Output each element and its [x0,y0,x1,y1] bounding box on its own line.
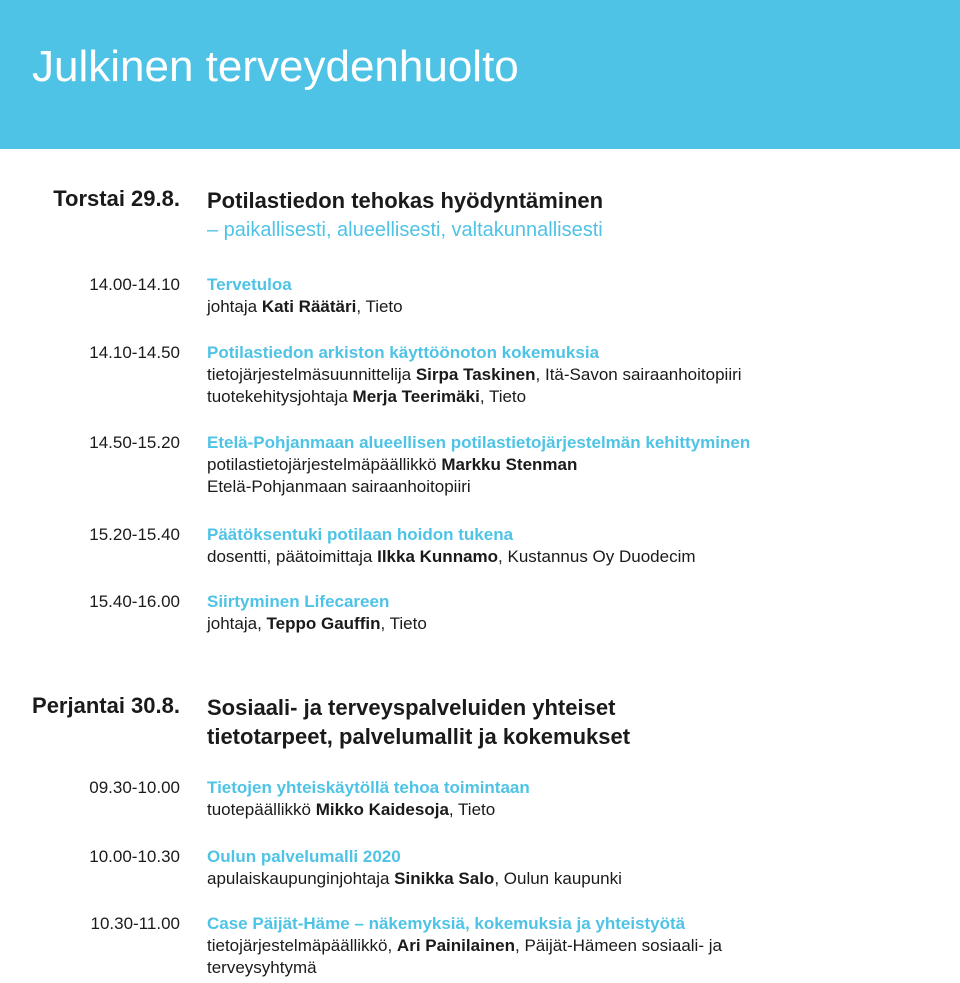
organization-line: terveysyhtymä [207,958,317,977]
item-body [207,777,947,821]
item-time: 15.20-15.40 [89,525,180,544]
section-title: Potilastiedon tehokas hyödyntäminen [207,188,604,213]
item-title: Tietojen yhteiskäytöllä tehoa toimintaan [207,778,530,797]
speaker-name: Ari Painilainen [396,936,516,955]
speaker-line: apulaiskaupunginjohtaja Sinikka Salo, Oulun kaupunki [207,869,622,888]
speaker-line: tuotekehitysjohtaja Merja Teerimäki, Tieto [207,387,527,406]
item-title: Case Päijät-Häme – näkemyksiä, kokemuksia ja yhteistyötä [207,914,686,933]
section-title-line-2: tietotarpeet, palvelumallit ja kokemukset [207,724,631,749]
item-body [207,274,947,318]
day-label: Perjantai 30.8. [32,693,180,718]
item-body [207,524,947,568]
speaker-name: Ilkka Kunnamo [377,547,499,566]
item-time: 15.40-16.00 [89,592,180,611]
page-title: Julkinen terveydenhuolto [32,42,519,91]
section-subtitle: – paikallisesti, alueellisesti, valtakunnallisesti [207,219,603,241]
page-header [0,0,960,149]
speaker-name: Markku Stenman [441,455,578,474]
speaker-line: johtaja Kati Räätäri, Tieto [207,297,403,316]
item-title: Etelä-Pohjanmaan alueellisen potilastietojärjestelmän kehittyminen [207,433,751,452]
item-time: 10.30-11.00 [90,914,180,933]
item-body [207,342,947,408]
speaker-name: Teppo Gauffin [266,614,381,633]
item-body [207,591,947,635]
item-title: Oulun palvelumalli 2020 [207,847,401,866]
day-label: Torstai 29.8. [53,186,180,211]
organization-line: Etelä-Pohjanmaan sairaanhoitopiiri [207,477,471,496]
speaker-line: tietojärjestelmäpäällikkö, Ari Painilainen, Päijät-Hämeen sosiaali- ja [207,936,722,955]
item-time: 14.50-15.20 [89,433,180,452]
speaker-line: potilastietojärjestelmäpäällikkö Markku Stenman [207,455,578,474]
section-title-line-1: Sosiaali- ja terveyspalveluiden yhteiset [207,695,616,720]
item-body [207,913,947,979]
speaker-line: tietojärjestelmäsuunnittelija Sirpa Taskinen, Itä-Savon sairaanhoitopiiri [207,365,742,384]
speaker-line: dosentti, päätoimittaja Ilkka Kunnamo, Kustannus Oy Duodecim [207,547,696,566]
speaker-name: Sinikka Salo [394,869,495,888]
item-title: Siirtyminen Lifecareen [207,592,390,611]
item-title: Tervetuloa [207,275,292,294]
speaker-name: Mikko Kaidesoja [315,800,449,819]
item-time: 14.00-14.10 [89,275,180,294]
speaker-line: tuotepäällikkö Mikko Kaidesoja, Tieto [207,800,496,819]
item-body [207,432,947,498]
item-body [207,846,947,890]
speaker-name: Merja Teerimäki [352,387,480,406]
item-title: Potilastiedon arkiston käyttöönoton kokemuksia [207,343,600,362]
item-time: 10.00-10.30 [89,847,180,866]
speaker-name: Kati Räätäri [261,297,357,316]
speaker-name: Sirpa Taskinen [415,365,536,384]
speaker-line: johtaja, Teppo Gauffin, Tieto [207,614,427,633]
item-time: 14.10-14.50 [89,343,180,362]
item-time: 09.30-10.00 [89,778,180,797]
item-title: Päätöksentuki potilaan hoidon tukena [207,525,514,544]
